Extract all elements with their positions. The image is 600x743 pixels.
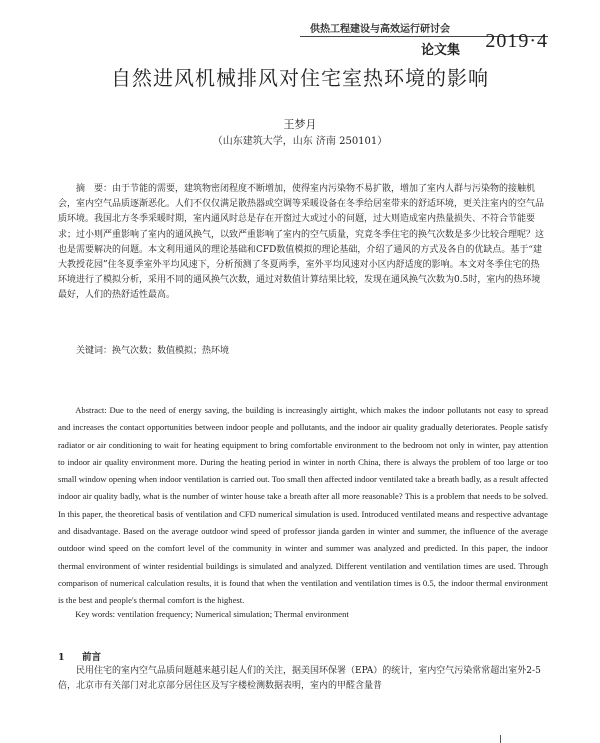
issue-label: 2019·4 (485, 30, 548, 52)
section-number: 1 (58, 652, 65, 663)
section-body-text: 民用住宅的室内空气品质问题越来越引起人们的关注，据美国环保署（EPA）的统计，室内空气污染常常超出室外2-5倍，北京市有关部门对北京部分居住区及写字楼检测数据表明，室内的甲醛含量普 (58, 666, 541, 692)
keywords-en: Key words: ventilation frequency; Numerical simulation; Thermal environment (75, 609, 349, 619)
author: 王梦月 (283, 118, 317, 131)
section-title: 前言 (82, 652, 102, 663)
affiliation: （山东建筑大学，山东 济南 250101） (212, 136, 388, 147)
journal-name: 供热工程建设与高效运行研讨会 (310, 24, 450, 35)
keywords-cn: 关键词：换气次数；数值模拟；热环境 (76, 346, 230, 356)
abstract-cn: 摘 要：由于节能的需要，建筑物密闭程度不断增加，使得室内污染物不易扩散，增加了室内人群与污染物的接触机会，室内空气品质逐渐恶化。人们不仅仅满足散热器或空调等采暖设备在冬季给居室带来的舒适环境，更关注室内的空气品质环境。我国北方冬季采暖时期，室内通风时总是存在开窗过大或过小的问题，过大则造成室内热量损失、不符合节能要求；过小则严重影响了室内的通风换气，以致严重影响了室内的空气质量，究竟冬季住宅的换气次数是多少比较合理呢？这也是需要解决的问题。本文利用通风的理论基础和CFD数值模拟的理论基础，介绍了通风的方式及各自的优缺点。基于“建大教授花园”住冬夏季室外平均风速下，分析预测了冬夏两季，室外平均风速对小区内舒适度的影响。本文对冬季住宅的热环境进行了模拟分析，采用不同的通风换气次数，通过对数值计算结果比较，发现在通风换气次数为0.5时，室内的热环境最好，人们的热舒适性最高。 (58, 184, 545, 301)
section-heading (58, 649, 101, 663)
section-label: 论文集 (420, 43, 460, 58)
footer-rule (500, 735, 501, 743)
abstract-en: Abstract: Due to the need of energy saving, the building is increasingly airtight, which makes the indoor pollutants not easy to spread and increases the contact opportunities between indoor people and pollutants, and the indoor air quality gradually deteriorates. People satisfy radiator or air conditioning to wait for heating equipment to bring comfortable environment to the bedroom not only in winter, pay attention to indoor air quality environment more. During the heating period in winter in north China, there is always the problem of too large or too small window opening when indoor ventilation is carried out. Too small then affected indoor ventilated take a breath badly, as a result affected indoor air quality badly, what is the number of winter house take a breath after all more reasonable? This is a problem that needs to be solved. In this paper, the theoretical basis of ventilation and CFD numerical simulation is used. Introduced ventilated means and respective advantage and disadvantage. Based on the average outdoor wind speed of professor jianda garden in winter and summer, the influence of the average outdoor wind speed on the comfort level of the community in winter and summer was analyzed and predicted. In this paper, the indoor thermal environment of winter residential buildings is simulated and analyzed. Different ventilation and ventilation times are used. Through comparison of numerical calculation results, it is found that when the ventilation and ventilation times is 0.5, the indoor thermal environment is the best and people's thermal comfort is the highest. (58, 405, 548, 606)
page-title: 自然进风机械排风对住宅室热环境的影响 (111, 66, 489, 90)
